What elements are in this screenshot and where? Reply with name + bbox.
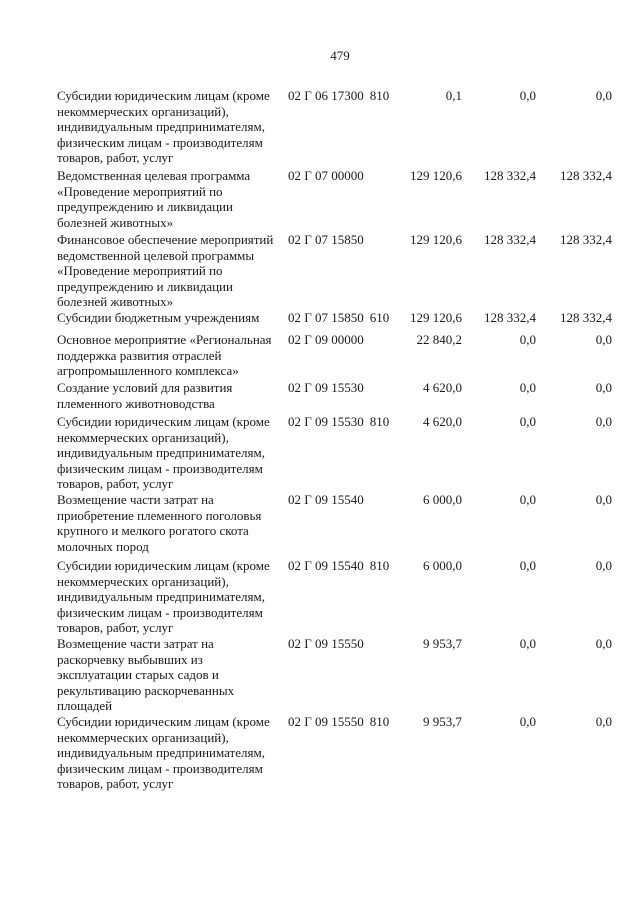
row-value-1: 129 120,6 [410,232,462,247]
row-csr: 02 Г 09 15550 [288,636,364,651]
row-csr: 02 Г 07 15850 [288,232,364,247]
row-value-1: 4 620,0 [423,380,462,395]
row-name: Возмещение части затрат на приобретение племенного поголовья крупного и мелкого рогатого скота молочных пород [57,492,262,554]
row-code [288,492,370,508]
row-csr: 02 Г 09 15530 [288,380,364,395]
row-csr: 02 Г 09 00000 [288,332,364,347]
row-name: Субсидии юридическим лицам (кроме некоммерческих организаций), индивидуальным предпринимателям, физическим лицам - производителям товаров, работ, услуг [57,88,270,165]
row-code [288,168,370,184]
row-value-1: 4 620,0 [423,414,462,429]
row-code [288,714,389,730]
row-value-1: 129 120,6 [410,310,462,325]
row-value-2: 0,0 [519,414,536,429]
row-value-3: 128 332,4 [560,168,612,183]
row-name: Субсидии юридическим лицам (кроме некоммерческих организаций), индивидуальным предпринимателям, физическим лицам - производителям товаров, работ, услуг [57,558,270,635]
row-value-2: 0,0 [519,88,536,103]
row-code [288,380,370,396]
row-code [288,558,389,574]
row-code [288,636,370,652]
row-value-2: 0,0 [519,558,536,573]
row-kvr: 810 [369,414,390,429]
row-value-2: 0,0 [519,492,536,507]
row-value-3: 128 332,4 [560,232,612,247]
row-name: Создание условий для развития племенного животноводства [57,380,233,411]
row-csr: 02 Г 09 15550 [288,714,364,729]
row-kvr: 810 [369,714,390,729]
row-value-1: 9 953,7 [423,714,462,729]
row-value-2: 0,0 [519,380,536,395]
row-name: Субсидии юридическим лицам (кроме некоммерческих организаций), индивидуальным предпринимателям, физическим лицам - производителям товаров, работ, услуг [57,714,270,791]
row-value-3: 0,0 [595,636,612,651]
row-name: Субсидии бюджетным учреждениям [57,310,260,325]
row-kvr: 810 [369,88,390,103]
row-value-1: 129 120,6 [410,168,462,183]
row-name: Финансовое обеспечение мероприятий ведомственной целевой программы «Проведение мероприятий по предупреждению и ликвидации болезней животных» [57,232,274,309]
row-value-3: 0,0 [595,88,612,103]
row-csr: 02 Г 06 17300 [288,88,364,103]
row-value-2: 128 332,4 [484,168,536,183]
row-name: Основное мероприятие «Региональная поддержка развития отраслей агропромышленного комплекса» [57,332,272,378]
row-csr: 02 Г 09 15540 [288,558,364,573]
row-value-3: 0,0 [595,558,612,573]
row-value-2: 128 332,4 [484,232,536,247]
row-value-3: 0,0 [595,492,612,507]
row-value-1: 6 000,0 [423,558,462,573]
row-value-2: 128 332,4 [484,310,536,325]
page-number: 479 [330,48,350,63]
row-csr: 02 Г 07 15850 [288,310,364,325]
row-csr: 02 Г 09 15530 [288,414,364,429]
row-value-3: 0,0 [595,714,612,729]
row-name: Возмещение части затрат на раскорчевку выбывших из эксплуатации старых садов и рекультивацию раскорчеванных площадей [57,636,235,713]
row-code [288,88,389,104]
row-code [288,232,370,248]
row-value-1: 6 000,0 [423,492,462,507]
row-value-1: 9 953,7 [423,636,462,651]
row-code [288,332,370,348]
row-value-2: 0,0 [519,636,536,651]
row-value-1: 0,1 [445,88,462,103]
row-csr: 02 Г 09 15540 [288,492,364,507]
row-csr: 02 Г 07 00000 [288,168,364,183]
row-kvr: 810 [369,558,390,573]
row-value-3: 0,0 [595,380,612,395]
row-value-2: 0,0 [519,714,536,729]
row-name: Субсидии юридическим лицам (кроме некоммерческих организаций), индивидуальным предпринимателям, физическим лицам - производителям товаров, работ, услуг [57,414,270,491]
row-kvr: 610 [369,310,390,325]
row-value-3: 0,0 [595,332,612,347]
row-code [288,414,389,430]
row-value-2: 0,0 [519,332,536,347]
row-value-1: 22 840,2 [416,332,462,347]
row-value-3: 128 332,4 [560,310,612,325]
row-name: Ведомственная целевая программа «Проведение мероприятий по предупреждению и ликвидации болезней животных» [57,168,251,230]
row-value-3: 0,0 [595,414,612,429]
row-code [288,310,389,326]
